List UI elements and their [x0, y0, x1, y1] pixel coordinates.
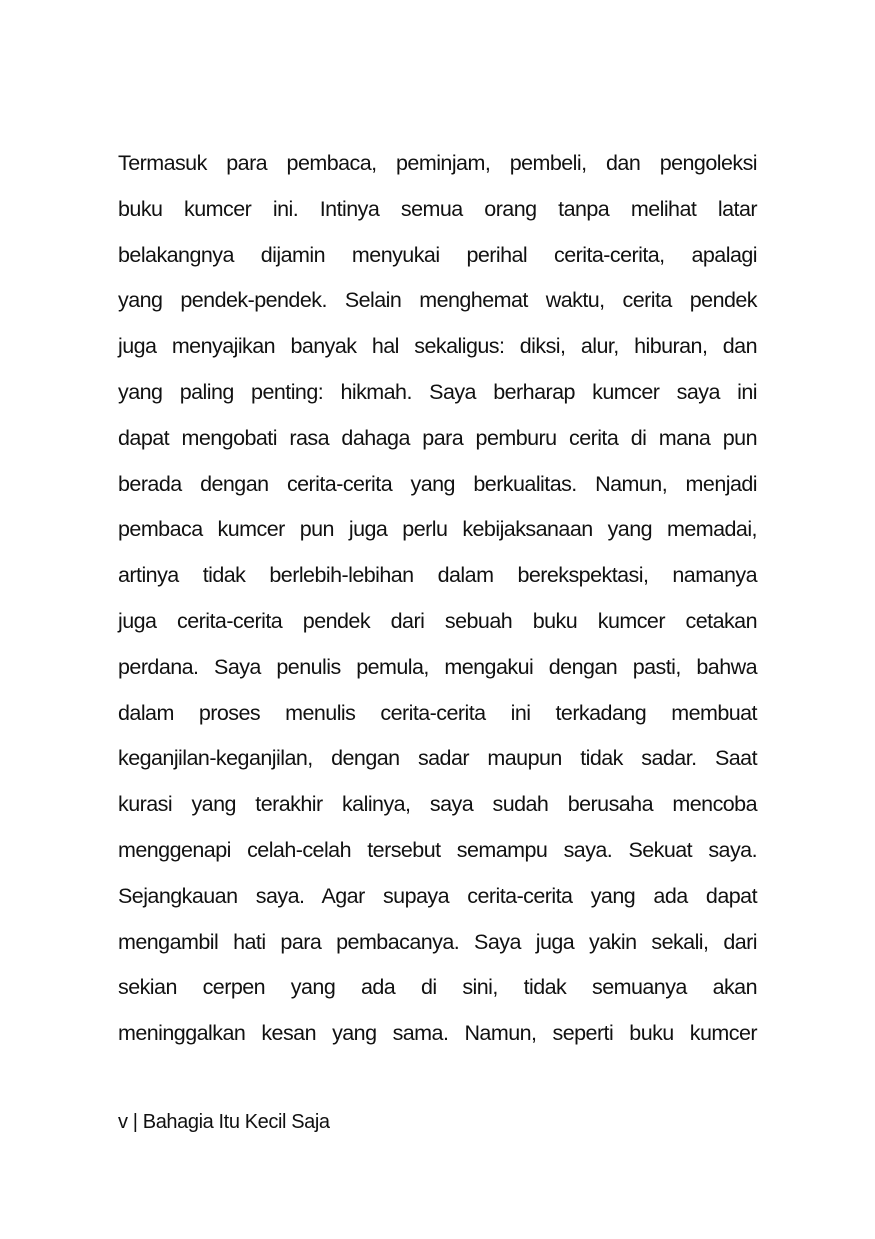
text-line: artinya tidak berlebih-lebihan dalam berekspektasi, namanya — [118, 563, 757, 588]
page-footer — [118, 1108, 330, 1136]
text-line: dapat mengobati rasa dahaga para pemburu cerita di mana pun — [118, 425, 757, 450]
text-line: Sejangkauan saya. Agar supaya cerita-cerita yang ada dapat — [118, 883, 757, 908]
body-paragraph — [118, 145, 757, 1061]
text-line: yang paling penting: hikmah. Saya berharap kumcer saya ini — [118, 379, 757, 404]
text-line: kurasi yang terakhir kalinya, saya sudah berusaha mencoba — [118, 792, 757, 817]
text-line: juga menyajikan banyak hal sekaligus: diksi, alur, hiburan, dan — [118, 334, 757, 359]
text-line: keganjilan-keganjilan, dengan sadar maupun tidak sadar. Saat — [118, 746, 757, 771]
text-line: belakangnya dijamin menyukai perihal cerita-cerita, apalagi — [118, 242, 757, 267]
text-line: buku kumcer ini. Intinya semua orang tanpa melihat latar — [118, 196, 757, 221]
text-line: mengambil hati para pembacanya. Saya juga yakin sekali, dari — [118, 929, 757, 954]
text-line: yang pendek-pendek. Selain menghemat waktu, cerita pendek — [118, 288, 757, 313]
text-line: berada dengan cerita-cerita yang berkualitas. Namun, menjadi — [118, 471, 757, 496]
text-line: perdana. Saya penulis pemula, mengakui dengan pasti, bahwa — [118, 654, 757, 679]
text-line: sekian cerpen yang ada di sini, tidak semuanya akan — [118, 975, 757, 1000]
page-number: v — [118, 1111, 128, 1133]
book-title: Bahagia Itu Kecil Saja — [142, 1111, 330, 1133]
text-line: meninggalkan kesan yang sama. Namun, seperti buku kumcer — [118, 1021, 757, 1046]
footer-separator: | — [132, 1111, 138, 1133]
text-line: pembaca kumcer pun juga perlu kebijaksanaan yang memadai, — [118, 517, 757, 542]
text-line: dalam proses menulis cerita-cerita ini terkadang membuat — [118, 700, 757, 725]
text-line: menggenapi celah-celah tersebut semampu saya. Sekuat saya. — [118, 837, 757, 862]
text-line: Termasuk para pembaca, peminjam, pembeli, dan pengoleksi — [118, 151, 757, 175]
text-line: juga cerita-cerita pendek dari sebuah buku kumcer cetakan — [118, 608, 757, 633]
